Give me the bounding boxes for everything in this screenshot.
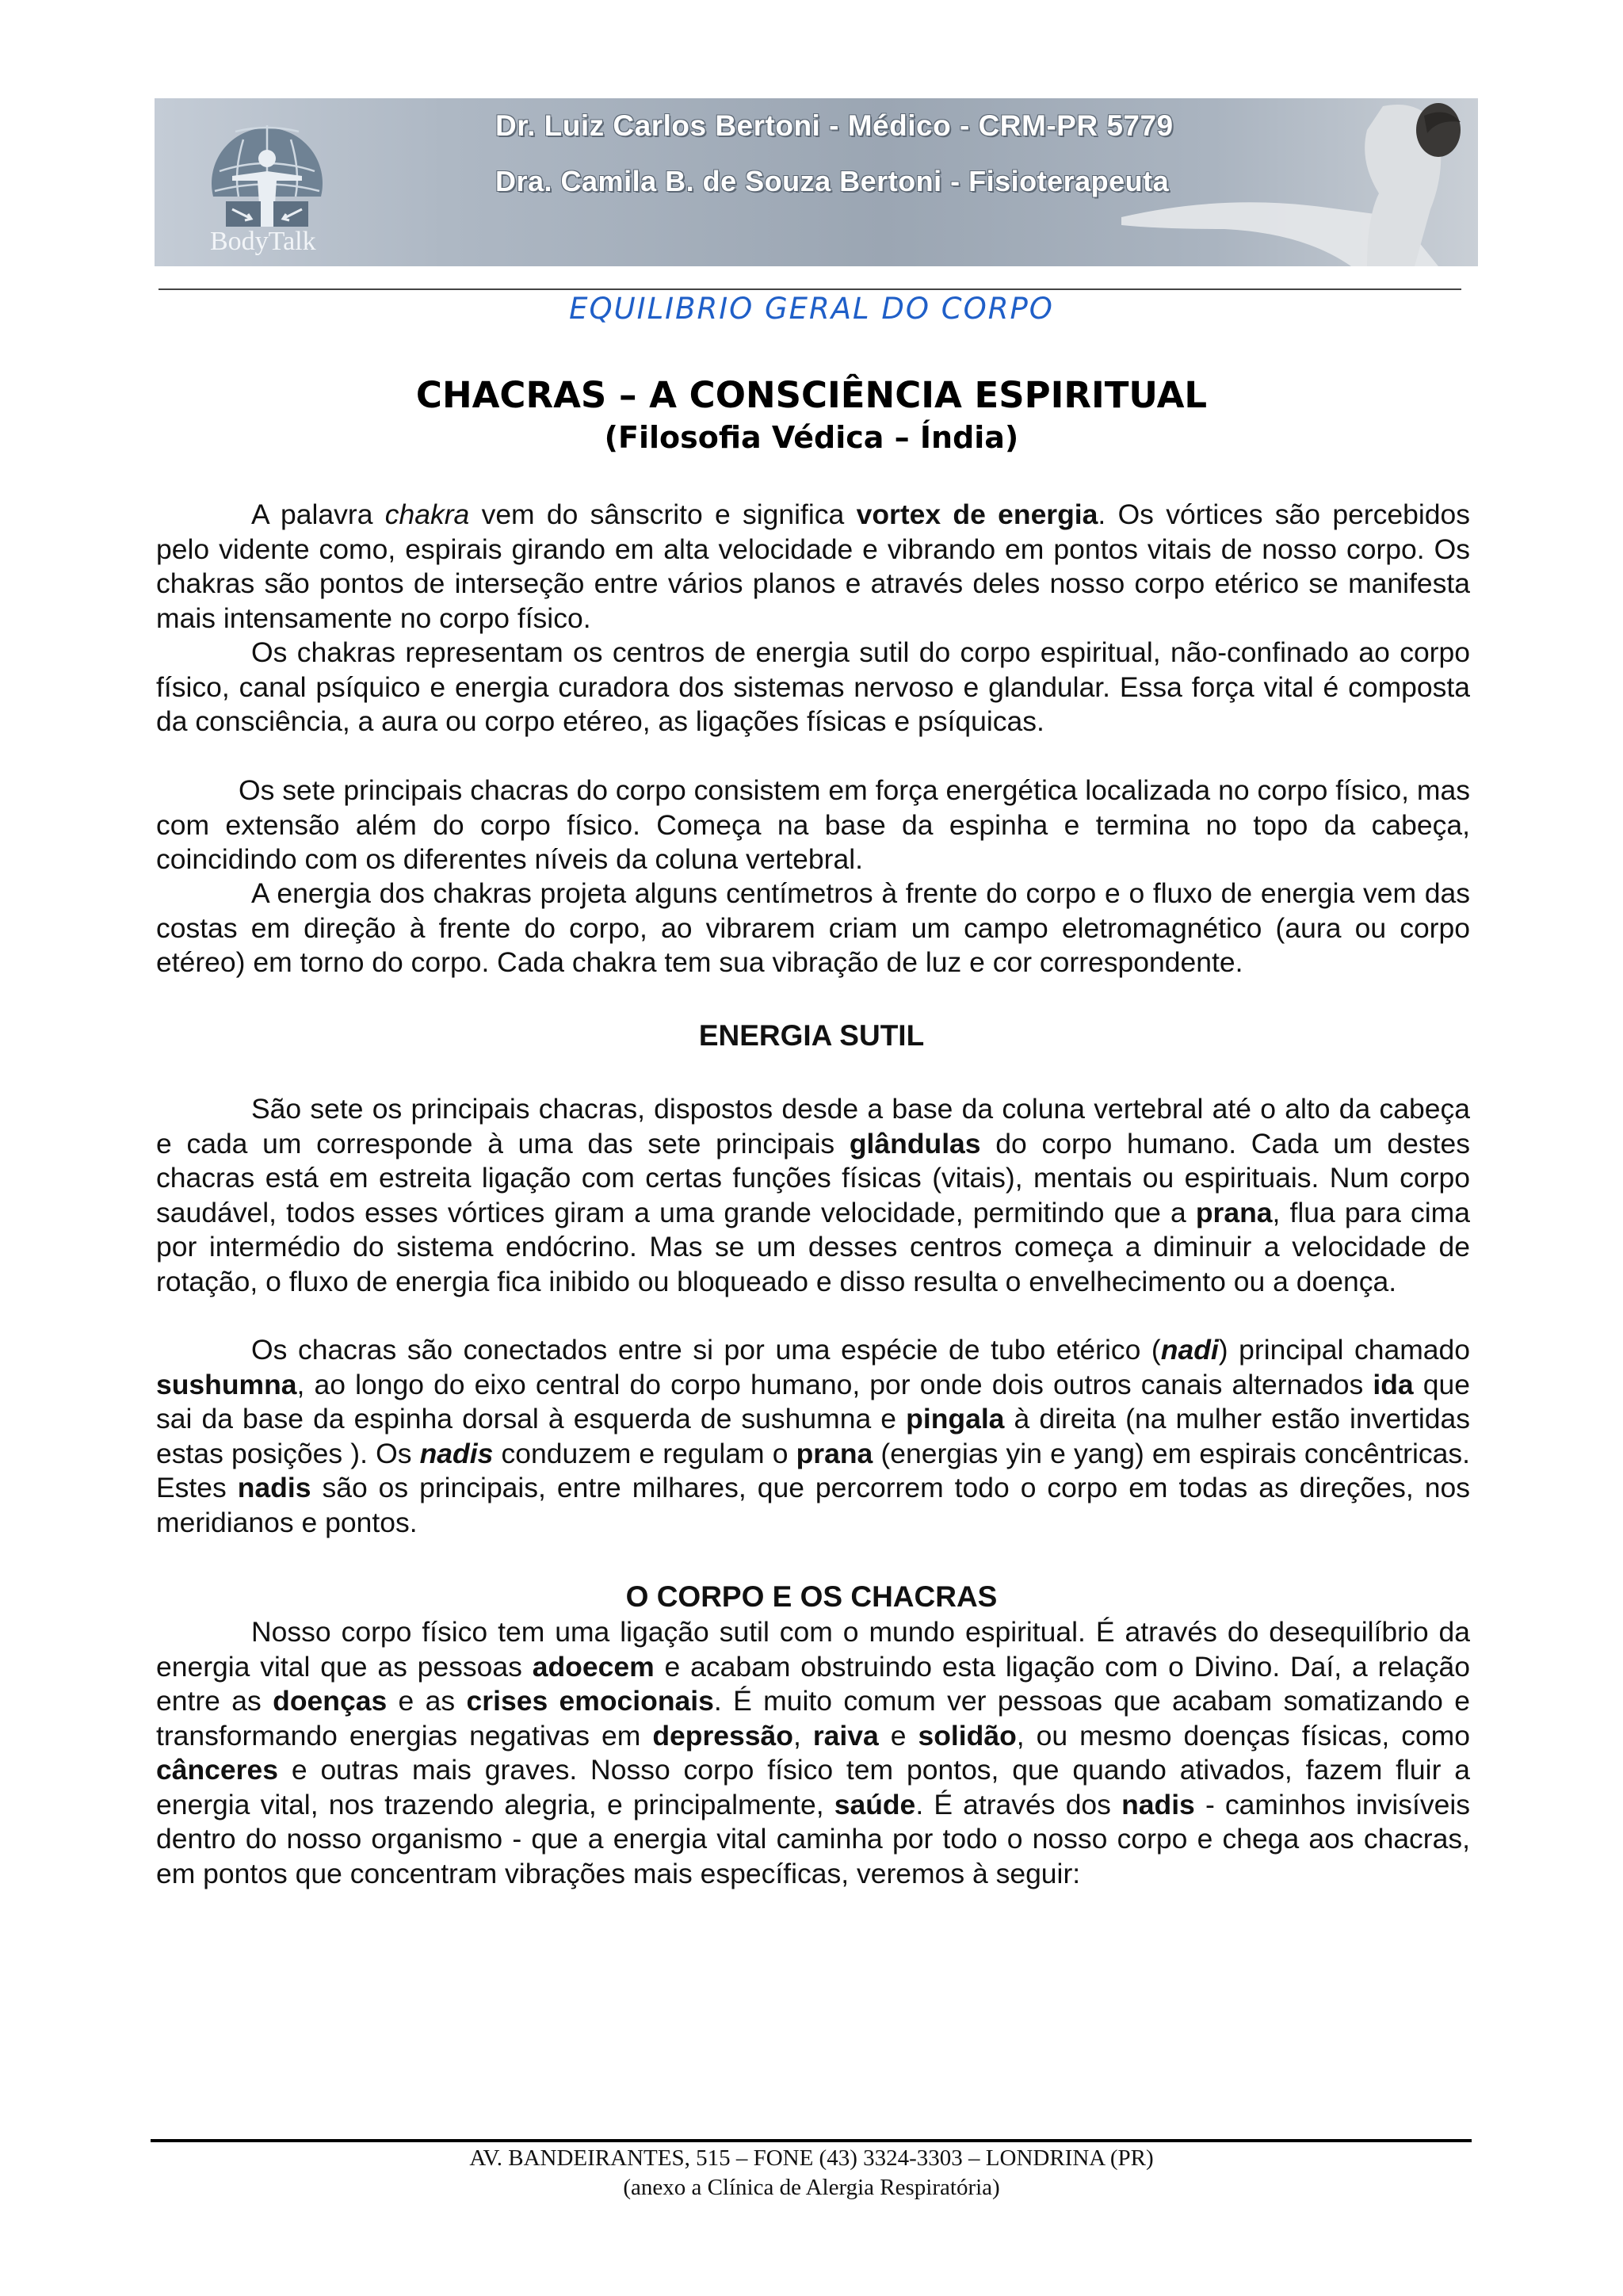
heading-energia-sutil: ENERGIA SUTIL xyxy=(698,1019,925,1052)
header-divider xyxy=(158,288,1461,290)
page-title: CHACRAS – A CONSCIÊNCIA ESPIRITUAL xyxy=(415,374,1208,416)
dancer-figure-image xyxy=(1066,98,1478,266)
doctor-name-2: Dra. Camila B. de Souza Bertoni - Fisioterapeuta xyxy=(495,165,1170,197)
header-banner xyxy=(155,98,1478,266)
paragraph-3: Os sete principais chacras do corpo consistem em força energética localizada no corpo físico, mas com extensão além do corpo físico. Começa na base da espinha e termina no topo da cabeça, coincidindo com os diferentes níveis da coluna vertebral. xyxy=(156,774,1470,875)
logo-text: BodyTalk xyxy=(210,227,316,256)
paragraph-5: São sete os principais chacras, dispostos desde a base da coluna vertebral até o alto da cabeça e cada um corresponde à uma das sete principais glândulas do corpo humano. Cada um destes chacras está em estreita ligação com certas funções físicas (vitais), mentais ou espirituais. Num corpo saudável, todos esses vórtices giram a uma grande velocidade, permitindo que a prana, flua para cima por intermédio do sistema endócrino. Mas se um desses centros começa a diminuir a velocidade de rotação, o fluxo de energia fica inibido ou bloqueado e disso resulta o envelhecimento ou a doença. xyxy=(156,1093,1470,1297)
footer-divider xyxy=(151,2139,1472,2142)
paragraph-4: A energia dos chakras projeta alguns centímetros à frente do corpo e o fluxo de energia vem das costas em direção à frente do corpo, ao vibrarem criam um campo eletromagnético (aura ou corpo etéreo) em torno do corpo. Cada chakra tem sua vibração de luz e cor correspondente. xyxy=(156,877,1470,978)
paragraph-1: A palavra chakra vem do sânscrito e significa vortex de energia. Os vórtices são percebidos pelo vidente como, espirais girando em alta velocidade e vibrando em pontos vitais de nosso corpo. Os chakras são pontos de interseção entre vários planos e através deles nosso corpo etérico se manifesta mais intensamente no corpo físico. xyxy=(156,499,1470,634)
page-subtitle: (Filosofia Védica – Índia) xyxy=(604,420,1019,455)
paragraph-7: Nosso corpo físico tem uma ligação sutil com o mundo espiritual. É através do desequilíbrio da energia vital que as pessoas adoecem e acabam obstruindo esta ligação com o Divino. Daí, a relação entre as doenças e as crises emocionais. É muito comum ver pessoas que acabam somatizando e transformando energias negativas em depressão, raiva e solidão, ou mesmo doenças físicas, como cânceres e outras mais graves. Nosso corpo físico tem pontos, que quando ativados, fazem fluir a energia vital, nos trazendo alegria, e principalmente, saúde. É através dos nadis - caminhos invisíveis dentro do nosso organismo - que a energia vital caminha por todo o nosso corpo e chega aos chacras, em pontos que concentram vibrações mais específicas, veremos à seguir: xyxy=(156,1616,1471,1889)
paragraph-2: Os chakras representam os centros de energia sutil do corpo espiritual, não-confinado ao corpo físico, canal psíquico e energia curadora dos sistemas nervoso e glandular. Essa força vital é composta da consciência, a aura ou corpo etéreo, as ligações físicas e psíquicas. xyxy=(156,636,1470,737)
section-title: EQUILIBRIO GERAL DO CORPO xyxy=(569,292,1054,326)
doctor-name-1: Dr. Luiz Carlos Bertoni - Médico - CRM-PR 5779 xyxy=(495,109,1174,142)
paragraph-6: Os chacras são conectados entre si por uma espécie de tubo etérico (nadi) principal chamado sushumna, ao longo do eixo central do corpo humano, por onde dois outros canais alternados ida que sai da base da espinha dorsal à esquerda de sushumna e pingala à direita (na mulher estão invertidas estas posições ). Os nadis conduzem e regulam o prana (energias yin e yang) em espirais concêntricas. Estes nadis são os principais, entre milhares, que percorrem todo o corpo em todas as direções, nos meridianos e pontos. xyxy=(156,1334,1471,1538)
footer-address: AV. BANDEIRANTES, 515 – FONE (43) 3324-3303 – LONDRINA (PR) xyxy=(469,2145,1154,2171)
footer-note: (anexo a Clínica de Alergia Respiratória) xyxy=(623,2175,1000,2200)
heading-corpo-e-chacras: O CORPO E OS CHACRAS xyxy=(625,1580,998,1613)
